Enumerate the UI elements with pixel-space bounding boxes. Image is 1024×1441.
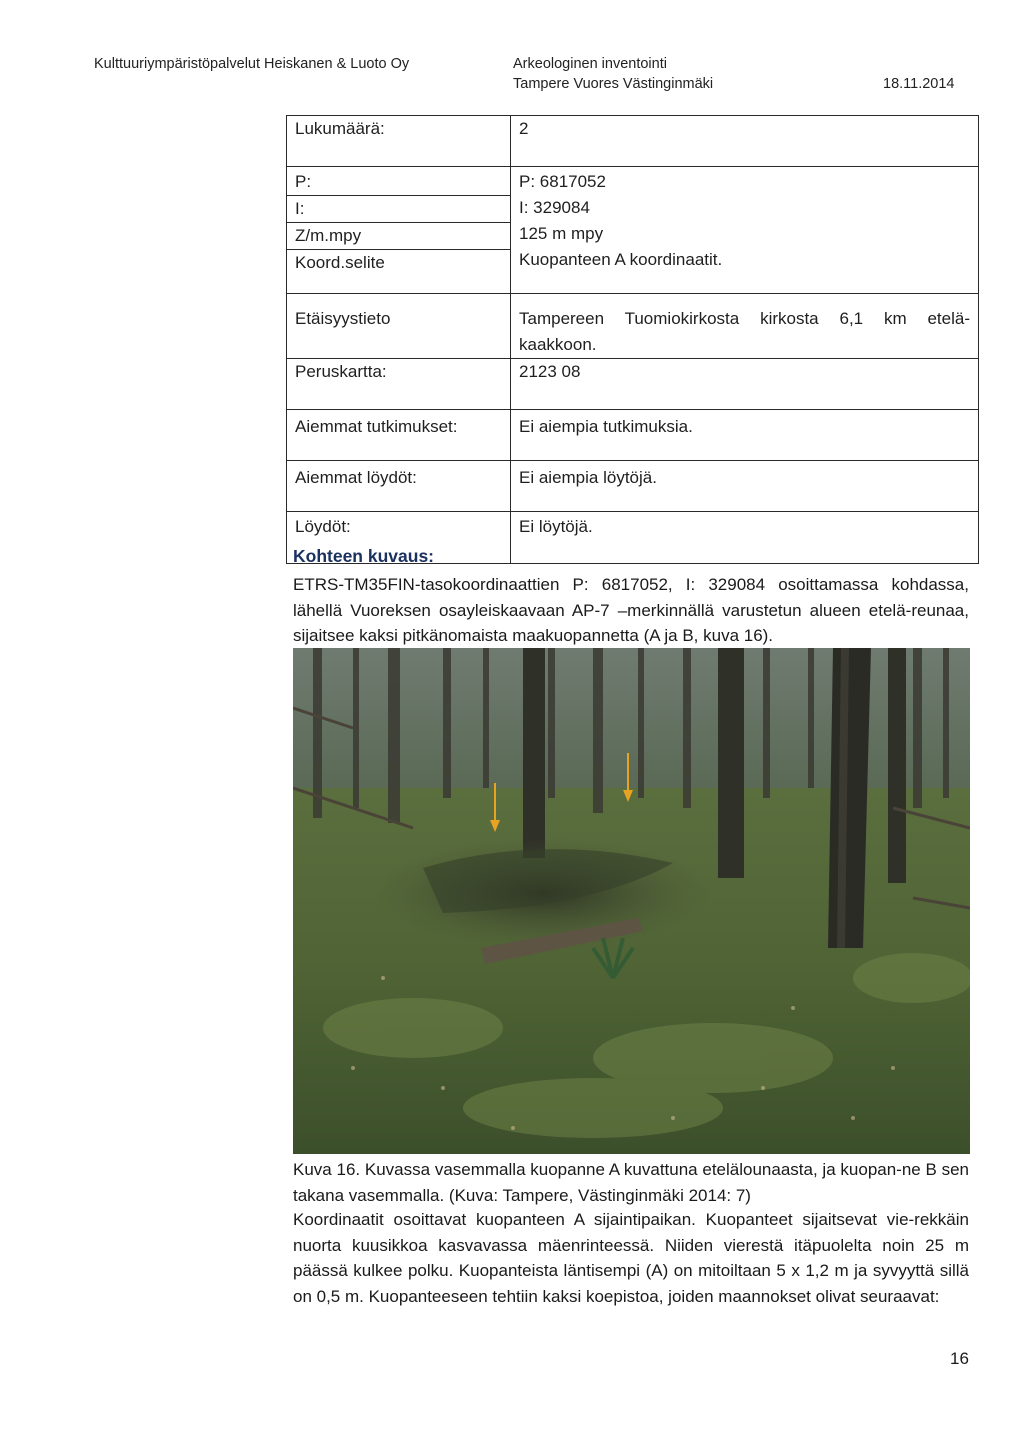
i-label: I: [287, 196, 510, 223]
aiemmat-loydot-label: Aiemmat löydöt: [287, 461, 511, 512]
p-label: P: [287, 167, 510, 196]
p-value: P: 6817052 [519, 172, 606, 191]
section-heading: Kohteen kuvaus: [293, 546, 434, 566]
header-report-title [513, 54, 713, 94]
header-location: Tampere Vuores Västinginmäki [513, 76, 714, 92]
lukumaara-value: 2 [511, 116, 979, 167]
forest-photo [293, 648, 970, 1154]
header-company: Kulttuuriympäristöpalvelut Heiskanen & Luoto Oy [94, 56, 410, 72]
site-info-table [286, 115, 979, 564]
etaisyys-label: Etäisyystieto [287, 294, 511, 359]
koord-label: Koord.selite [295, 253, 385, 272]
aiemmat-loydot-value: Ei aiempia löytöjä. [511, 461, 979, 512]
lukumaara-label: Lukumäärä: [287, 116, 511, 167]
peruskartta-label: Peruskartta: [287, 359, 511, 410]
header-date: 18.11.2014 [883, 76, 955, 92]
coordinate-values-cell [511, 167, 979, 294]
etaisyys-value-line2: kaakkoon. [519, 335, 597, 354]
z-value: 125 m mpy [519, 224, 604, 243]
forest-photo-illustration [293, 648, 970, 1154]
koord-value: Kuopanteen A koordinaatit. [519, 250, 723, 269]
loydot-label: Löydöt: [287, 512, 511, 564]
peruskartta-value: 2123 08 [511, 359, 979, 410]
etaisyys-value [511, 294, 979, 359]
i-value: I: 329084 [519, 198, 590, 217]
etaisyys-value-line1: Tampereen Tuomiokirkosta kirkosta 6,1 km etelä- [519, 309, 970, 328]
header-title: Arkeologinen inventointi [513, 56, 667, 72]
aiemmat-tutkimukset-label: Aiemmat tutkimukset: [287, 410, 511, 461]
description-paragraph: ETRS-TM35FIN-tasokoordinaattien P: 6817052, I: 329084 osoittamassa kohdassa, lähellä Vuoreksen osayleiskaavaan AP-7 –merkinnällä varustetun alueen etelä-reunaa, sijaitsee kaksi pitkänomaista maakuopannetta (A ja B, kuva 16). [293, 575, 969, 645]
aiemmat-tutkimukset-value: Ei aiempia tutkimuksia. [511, 410, 979, 461]
z-label: Z/m.mpy [287, 223, 510, 250]
page-number: 16 [950, 1349, 969, 1368]
body-paragraph: Koordinaatit osoittavat kuopanteen A sijaintipaikan. Kuopanteet sijaitsevat vie-rekkäin nuorta kuusikkoa kasvavassa mäenrinteessä. Niiden vierestä itäpuolelta noin 25 m päässä kulkee polku. Kuopanteista läntisempi (A) on mitoiltaan 5 x 1,2 m ja syvyyttä sillä on 0,5 m. Kuopanteeseen tehtiin kaksi koepistoa, joiden maannokset olivat seuraavat: [293, 1210, 969, 1306]
loydot-value: Ei löytöjä. [511, 512, 979, 564]
figure-caption: Kuva 16. Kuvassa vasemmalla kuopanne A kuvattuna etelälounaasta, ja kuopan-ne B sen takana vasemmalla. (Kuva: Tampere, Västinginmäki 2014: 7) [293, 1160, 969, 1205]
coordinate-labels-cell [287, 167, 511, 294]
